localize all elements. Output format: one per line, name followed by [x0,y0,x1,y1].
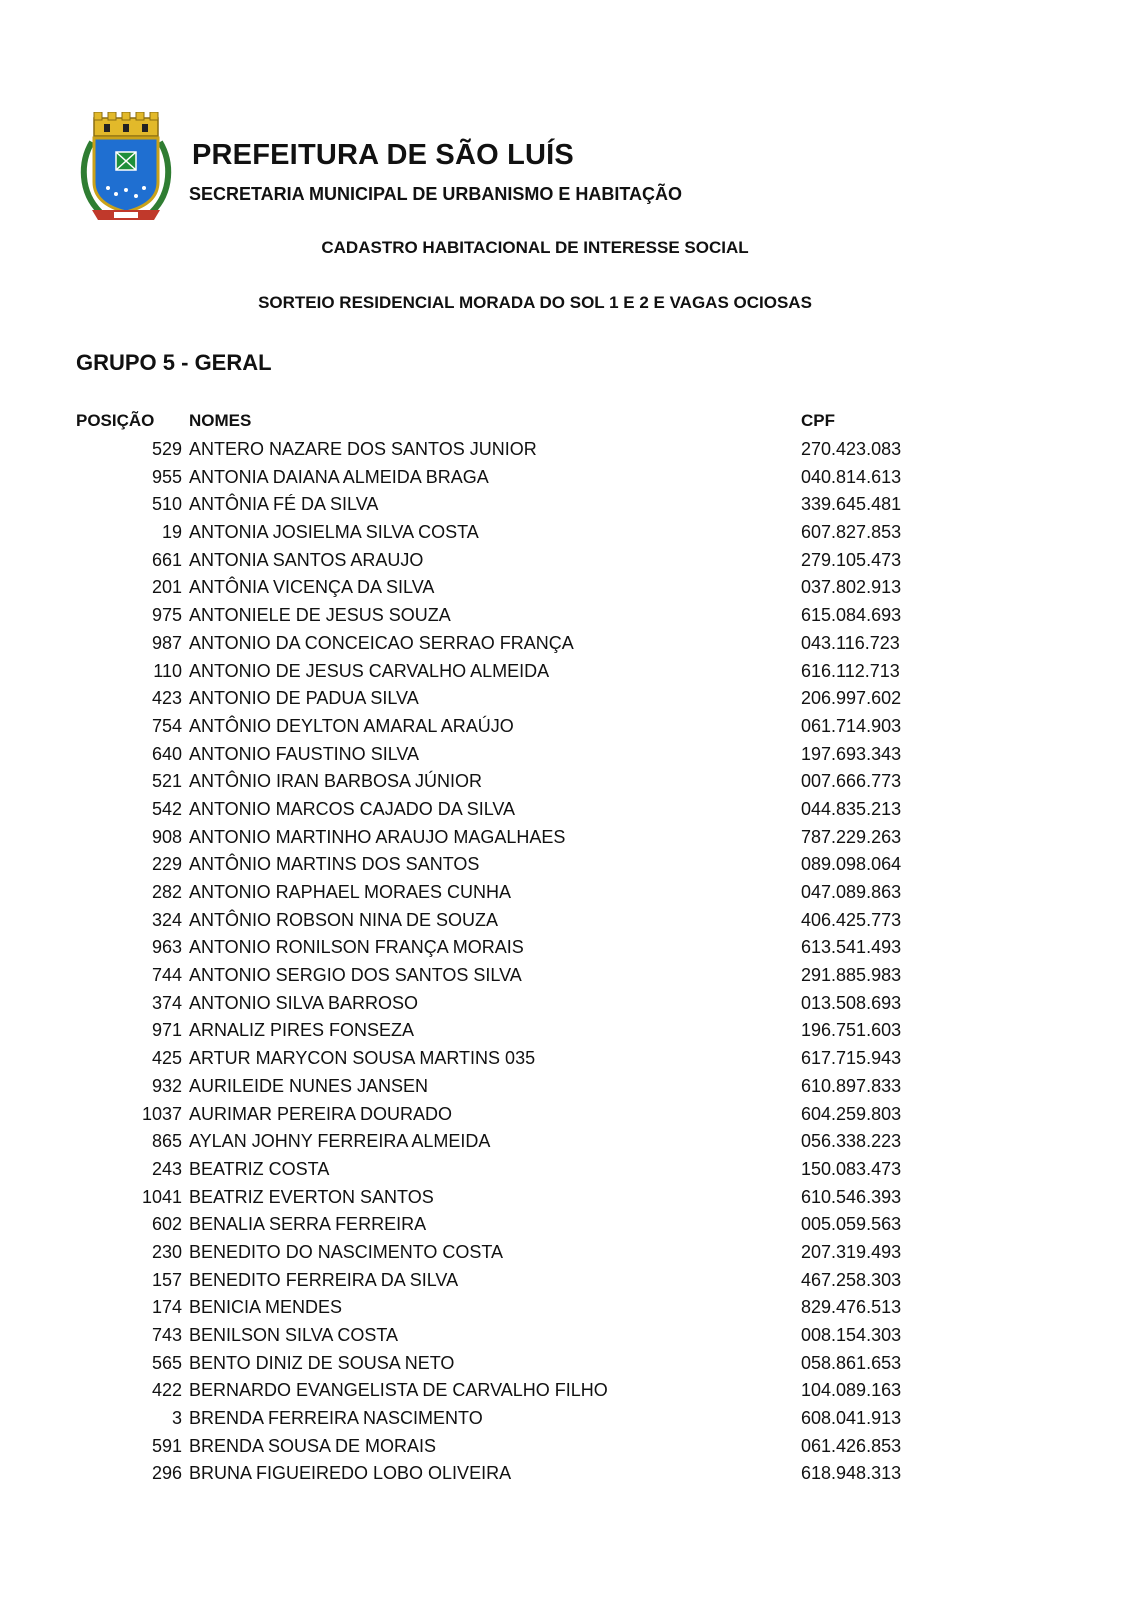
row-pos: 521 [151,771,182,792]
row-name: BERNARDO EVANGELISTA DE CARVALHO FILHO [189,1380,608,1401]
table-row [0,713,1131,741]
column-header-posicao: POSIÇÃO [76,411,155,430]
row-pos: 865 [151,1131,182,1152]
row-name: AURIMAR PEREIRA DOURADO [189,1103,453,1124]
table-row [0,1156,1131,1184]
row-pos: 529 [151,439,182,459]
row-cpf: 615.084.693 [801,605,902,626]
row-cpf: 044.835.213 [801,798,902,819]
row-cpf: 608.041.913 [801,1408,902,1429]
table-row [0,1239,1131,1267]
row-name: ANTONIO DE PADUA SILVA [189,688,419,709]
table-row [0,1405,1131,1433]
table-row [0,547,1131,575]
row-name: BEATRIZ COSTA [189,1158,330,1179]
table-row [0,768,1131,796]
table-row [0,1433,1131,1461]
row-name: AYLAN JOHNY FERREIRA ALMEIDA [189,1131,491,1152]
table-row [0,602,1131,630]
section-heading-sorteio: SORTEIO RESIDENCIAL MORADA DO SOL 1 E 2 E VAGAS OCIOSAS [258,293,812,312]
row-pos: 640 [151,743,182,764]
table-row [0,741,1131,769]
row-pos: 963 [151,937,182,958]
row-cpf: 610.546.393 [801,1186,902,1207]
row-cpf: 037.802.913 [801,577,902,598]
row-cpf: 104.089.163 [801,1380,902,1401]
row-cpf: 618.948.313 [801,1463,902,1484]
table-row [0,1267,1131,1295]
row-name: ANTONIA SANTOS ARAUJO [189,549,424,570]
page-title: PREFEITURA DE SÃO LUÍS [192,139,574,171]
row-name: ANTÔNIO MARTINS DOS SANTOS [189,854,480,875]
table-row [0,436,1131,464]
table-row [0,1377,1131,1405]
row-pos: 987 [151,632,182,653]
row-name: ANTÔNIA VICENÇA DA SILVA [189,577,435,598]
row-pos: 908 [151,826,182,847]
row-cpf: 197.693.343 [801,743,902,764]
row-name: BENTO DINIZ DE SOUSA NETO [189,1352,455,1373]
row-name: ANTONIO DE JESUS CARVALHO ALMEIDA [189,660,550,681]
row-pos: 602 [151,1214,182,1235]
row-pos: 110 [153,660,182,681]
row-name: ANTÔNIO IRAN BARBOSA JÚNIOR [189,771,483,792]
row-cpf: 061.714.903 [801,715,902,736]
row-name: AURILEIDE NUNES JANSEN [189,1075,429,1096]
table-row [0,934,1131,962]
row-pos: 971 [151,1020,182,1041]
row-pos: 243 [151,1158,182,1179]
row-cpf: 291.885.983 [801,965,902,986]
row-pos: 201 [151,577,182,598]
column-header-nomes: NOMES [189,411,252,430]
table-row [0,519,1131,547]
row-name: ANTONIO SERGIO DOS SANTOS SILVA [189,965,522,986]
table-row [0,1322,1131,1350]
row-name: ANTÔNIO ROBSON NINA DE SOUZA [189,909,499,930]
row-cpf: 206.997.602 [801,688,902,709]
row-pos: 975 [151,605,182,626]
row-pos: 1037 [141,1103,182,1124]
row-name: ANTONIO MARTINHO ARAUJO MAGALHAES [189,826,566,847]
row-name: BRUNA FIGUEIREDO LOBO OLIVEIRA [189,1463,512,1484]
row-cpf: 616.112.713 [801,660,900,681]
row-cpf: 008.154.303 [801,1325,902,1345]
row-pos: 1041 [141,1186,182,1207]
row-name: ANTONIO DA CONCEICAO SERRAO FRANÇA [189,632,574,653]
table-row [0,962,1131,990]
row-cpf: 467.258.303 [801,1269,902,1290]
row-name: BENILSON SILVA COSTA [189,1325,399,1345]
row-cpf: 207.319.493 [801,1241,902,1262]
row-name: BENALIA SERRA FERREIRA [189,1214,427,1235]
row-cpf: 613.541.493 [801,937,902,958]
table-row [0,1045,1131,1073]
row-cpf: 058.861.653 [801,1352,902,1373]
table-row [0,824,1131,852]
row-cpf: 196.751.603 [801,1020,902,1041]
row-pos: 157 [151,1269,182,1290]
row-cpf: 056.338.223 [801,1131,902,1152]
row-pos: 542 [151,798,182,819]
table-row [0,1073,1131,1101]
row-name: ARTUR MARYCON SOUSA MARTINS 035 [189,1048,536,1069]
row-pos: 282 [151,882,182,902]
row-pos: 174 [151,1297,182,1318]
table-row [0,630,1131,658]
row-cpf: 339.645.481 [801,494,902,515]
page-subtitle: SECRETARIA MUNICIPAL DE URBANISMO E HABITAÇÃO [189,184,683,204]
row-cpf: 061.426.853 [801,1435,902,1456]
row-cpf: 043.116.723 [801,632,900,653]
table-row [0,685,1131,713]
row-pos: 591 [151,1435,182,1456]
table-row [0,1350,1131,1378]
row-name: ANTONIELE DE JESUS SOUZA [189,605,451,626]
row-cpf: 040.814.613 [801,466,902,487]
row-pos: 754 [151,715,182,736]
section-heading-cadastro: CADASTRO HABITACIONAL DE INTERESSE SOCIAL [321,238,749,257]
table-row [0,464,1131,492]
row-pos: 744 [151,965,182,986]
row-cpf: 610.897.833 [801,1075,902,1096]
table-row [0,907,1131,935]
row-name: ANTONIO MARCOS CAJADO DA SILVA [189,798,516,819]
city-crest-icon [78,112,174,228]
table-row [0,1184,1131,1212]
row-pos: 510 [151,494,182,515]
column-header-cpf: CPF [801,411,835,430]
row-cpf: 047.089.863 [801,882,902,902]
row-name: BENICIA MENDES [189,1297,343,1318]
row-cpf: 604.259.803 [801,1103,902,1124]
row-pos: 3 [171,1408,182,1429]
table-row [0,990,1131,1018]
row-name: ANTONIO RAPHAEL MORAES CUNHA [189,882,512,902]
row-pos: 743 [151,1325,182,1345]
row-pos: 422 [151,1380,182,1401]
results-table [0,436,1131,1488]
row-pos: 565 [151,1352,182,1373]
table-row [0,796,1131,824]
row-name: BENEDITO FERREIRA DA SILVA [189,1269,459,1290]
row-cpf: 829.476.513 [801,1297,902,1318]
group-title: GRUPO 5 - GERAL [76,350,272,375]
row-pos: 425 [151,1048,182,1069]
row-cpf: 406.425.773 [801,909,902,930]
row-name: BENEDITO DO NASCIMENTO COSTA [189,1241,504,1262]
table-row [0,1460,1131,1488]
row-cpf: 607.827.853 [801,522,902,543]
table-row [0,658,1131,686]
row-name: ANTONIO FAUSTINO SILVA [189,743,420,764]
row-cpf: 007.666.773 [801,771,902,792]
table-row [0,879,1131,907]
row-name: BEATRIZ EVERTON SANTOS [189,1186,434,1207]
row-cpf: 787.229.263 [801,826,902,847]
row-pos: 955 [151,466,182,487]
row-name: ANTERO NAZARE DOS SANTOS JUNIOR [189,439,537,459]
row-cpf: 089.098.064 [801,854,902,875]
row-cpf: 005.059.563 [801,1214,902,1235]
row-pos: 230 [151,1241,182,1262]
row-name: BRENDA SOUSA DE MORAIS [189,1435,437,1456]
row-pos: 374 [151,992,182,1013]
row-pos: 229 [151,854,182,875]
row-name: ARNALIZ PIRES FONSEZA [189,1020,415,1041]
table-row [0,574,1131,602]
row-pos: 423 [151,688,182,709]
row-pos: 296 [151,1463,182,1484]
table-row [0,851,1131,879]
table-row [0,1211,1131,1239]
row-name: BRENDA FERREIRA NASCIMENTO [189,1408,483,1429]
row-pos: 932 [151,1075,182,1096]
row-name: ANTONIA JOSIELMA SILVA COSTA [189,522,479,543]
table-row [0,1128,1131,1156]
table-row [0,1294,1131,1322]
row-name: ANTONIA DAIANA ALMEIDA BRAGA [189,466,489,487]
row-pos: 324 [151,909,182,930]
row-cpf: 617.715.943 [801,1048,902,1069]
row-cpf: 150.083.473 [801,1158,902,1179]
row-cpf: 270.423.083 [801,439,902,459]
row-name: ANTÔNIO DEYLTON AMARAL ARAÚJO [189,715,514,736]
row-pos: 661 [151,549,182,570]
table-row [0,1101,1131,1129]
row-cpf: 013.508.693 [801,992,902,1013]
table-row [0,491,1131,519]
row-name: ANTONIO RONILSON FRANÇA MORAIS [189,937,524,958]
row-cpf: 279.105.473 [801,549,902,570]
row-name: ANTONIO SILVA BARROSO [189,992,419,1013]
row-pos: 19 [161,522,182,543]
table-row [0,1017,1131,1045]
row-name: ANTÔNIA FÉ DA SILVA [189,494,379,515]
